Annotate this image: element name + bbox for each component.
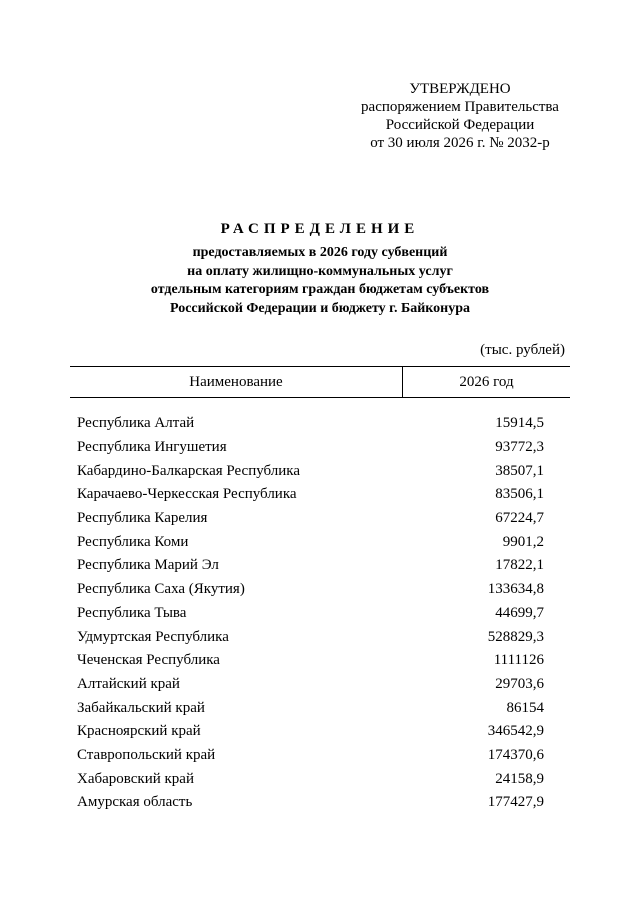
region-value: 67224,7 xyxy=(495,510,544,527)
table-row xyxy=(70,744,570,768)
region-name: Республика Марий Эл xyxy=(77,557,219,574)
region-value: 528829,3 xyxy=(487,628,544,645)
header-name: Наименование xyxy=(70,367,403,397)
region-name: Хабаровский край xyxy=(77,770,194,787)
table-row xyxy=(70,554,570,578)
region-value: 29703,6 xyxy=(495,675,544,692)
table-row xyxy=(70,649,570,673)
table-row xyxy=(70,602,570,626)
table-row xyxy=(70,507,570,531)
region-value: 15914,5 xyxy=(495,415,544,432)
approval-heading: УТВЕРЖДЕНО xyxy=(409,81,511,97)
region-value: 17822,1 xyxy=(495,557,544,574)
region-name: Чеченская Республика xyxy=(77,652,220,669)
subtitle-line: Российской Федерации и бюджету г. Байконура xyxy=(169,300,470,316)
table-row xyxy=(70,530,570,554)
region-value: 174370,6 xyxy=(487,746,544,763)
table-row xyxy=(70,791,570,815)
table-row xyxy=(70,483,570,507)
table-row xyxy=(70,578,570,602)
distribution-table xyxy=(70,366,570,815)
table-row xyxy=(70,720,570,744)
region-name: Кабардино-Балкарская Республика xyxy=(77,462,301,479)
header-year: 2026 год xyxy=(459,373,514,390)
approval-date: от 30 июля 2026 г. № 2032-р xyxy=(370,135,550,151)
region-name: Красноярский край xyxy=(77,723,201,740)
region-name: Республика Карелия xyxy=(77,510,208,527)
units-label: (тыс. рублей) xyxy=(480,342,565,358)
region-value: 177427,9 xyxy=(487,794,544,811)
region-value: 86154 xyxy=(506,699,544,716)
region-value: 44699,7 xyxy=(495,604,544,621)
table-row xyxy=(70,412,570,436)
approval-block xyxy=(340,80,580,152)
region-value: 133634,8 xyxy=(487,581,544,598)
region-value: 93772,3 xyxy=(495,439,544,456)
region-name: Удмуртская Республика xyxy=(77,628,229,645)
table-body xyxy=(70,398,570,815)
table-row xyxy=(70,696,570,720)
table-row xyxy=(70,673,570,697)
region-name: Республика Ингушетия xyxy=(77,439,227,456)
region-value: 83506,1 xyxy=(495,486,544,503)
region-name: Республика Тыва xyxy=(77,604,187,621)
subtitle-line: предоставляемых в 2026 году субвенций xyxy=(192,245,448,260)
region-value: 38507,1 xyxy=(495,462,544,479)
region-value: 346542,9 xyxy=(487,723,544,740)
table-row xyxy=(70,459,570,483)
document-title: РАСПРЕДЕЛЕНИЕ xyxy=(220,221,420,237)
document-subtitle xyxy=(0,244,640,318)
region-name: Забайкальский край xyxy=(77,699,205,716)
region-name: Республика Саха (Якутия) xyxy=(77,581,245,598)
subtitle-line: отдельным категориям граждан бюджетам субъектов xyxy=(150,282,490,297)
table-row xyxy=(70,625,570,649)
approval-line: распоряжением Правительства xyxy=(361,99,559,115)
approval-line: Российской Федерации xyxy=(385,117,535,133)
region-name: Республика Алтай xyxy=(77,415,195,432)
region-name: Алтайский край xyxy=(77,675,180,692)
table-header xyxy=(70,366,570,398)
subtitle-line: на оплату жилищно-коммунальных услуг xyxy=(187,263,453,279)
region-value: 9901,2 xyxy=(502,533,544,550)
region-value: 1111126 xyxy=(493,652,544,669)
region-name: Амурская область xyxy=(77,794,193,811)
region-value: 24158,9 xyxy=(495,770,544,787)
table-row xyxy=(70,436,570,460)
region-name: Ставропольский край xyxy=(77,746,216,763)
region-name: Республика Коми xyxy=(77,533,189,550)
region-name: Карачаево-Черкесская Республика xyxy=(77,486,297,503)
table-row xyxy=(70,767,570,791)
